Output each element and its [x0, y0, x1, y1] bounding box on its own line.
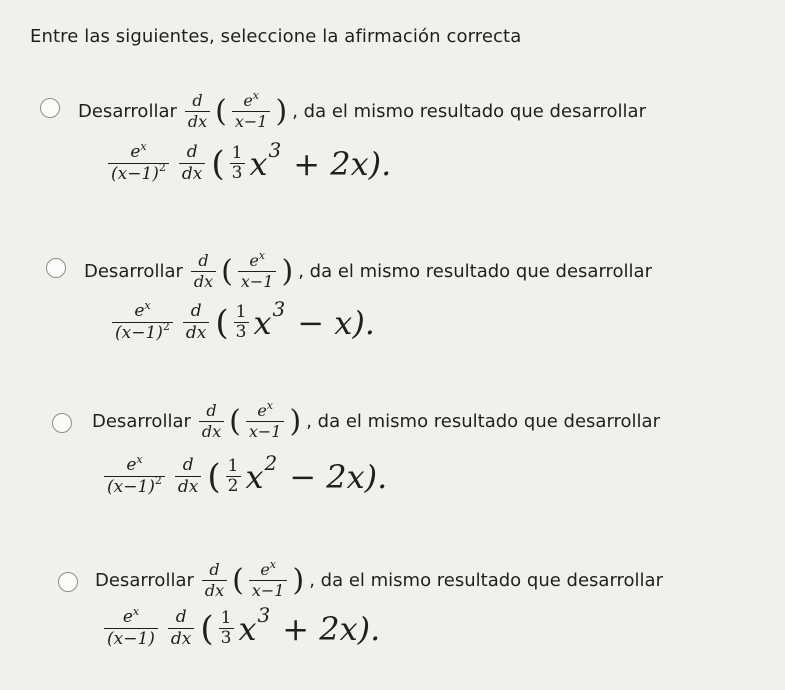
dx-symbol: dx [202, 580, 227, 600]
derivative-operator [185, 92, 210, 131]
lead-text: Desarrollar [92, 410, 191, 432]
poly-power: 3 [272, 296, 286, 321]
factor-exp-base: e [134, 301, 145, 321]
d-symbol-2: d [175, 607, 187, 627]
polynomial-expression [213, 296, 375, 343]
right-paren: ) [292, 562, 305, 598]
option-expression [100, 450, 388, 497]
factor-exp-power: x [132, 605, 140, 618]
left-paren: ( [232, 562, 244, 598]
poly-tail: − 2x). [289, 457, 388, 496]
factor-denominator: (x−1) [107, 628, 155, 649]
factor-denominator: (x−1) [111, 163, 159, 184]
derivative-operator-2 [175, 456, 201, 497]
option-expression [100, 602, 381, 649]
coef-numerator: 1 [235, 301, 247, 322]
factor-exp-power: x [136, 453, 143, 466]
dx-symbol: dx [199, 421, 224, 441]
radio-button[interactable] [52, 413, 72, 433]
dx-symbol-2: dx [175, 476, 201, 498]
option-expression [108, 296, 375, 343]
factor-exp-base: e [126, 455, 137, 475]
poly-tail: + 2x). [293, 144, 392, 183]
poly-tail: + 2x). [282, 609, 381, 648]
coef-numerator: 1 [231, 142, 243, 163]
factor-fraction [112, 299, 173, 343]
lead-text: Desarrollar [95, 569, 194, 591]
option-statement [84, 249, 652, 291]
coef-denominator: 2 [227, 475, 239, 496]
left-paren: ( [229, 403, 241, 439]
coef-denominator: 3 [235, 321, 247, 342]
exp-power: x [269, 558, 277, 571]
left-paren: ( [215, 93, 227, 129]
d-symbol: d [198, 251, 209, 270]
exp-base: e [257, 401, 267, 420]
exp-base: e [249, 251, 259, 270]
option-statement [78, 89, 646, 131]
factor-denominator: (x−1) [115, 322, 163, 343]
dx-symbol: dx [185, 111, 210, 131]
derivative-operator-2 [183, 302, 209, 343]
exp-power: x [266, 399, 274, 412]
factor-denominator-power: 2 [162, 319, 170, 333]
factor-fraction [104, 453, 165, 497]
poly-variable: x [249, 144, 268, 183]
right-paren: ) [275, 93, 288, 129]
trail-text: , da el mismo resultado que desarrollar [306, 410, 660, 432]
derivative-operator-2 [179, 143, 205, 184]
coef-numerator: 1 [227, 455, 239, 476]
poly-power: 3 [257, 602, 271, 627]
option-statement [95, 558, 663, 600]
option-statement [92, 399, 660, 441]
polynomial-expression [198, 602, 381, 649]
factor-exp-power: x [144, 299, 151, 312]
d-symbol: d [192, 91, 203, 110]
function-fraction [232, 89, 271, 131]
function-denominator: x−1 [249, 580, 288, 600]
function-denominator: x−1 [238, 271, 277, 291]
poly-variable: x [238, 609, 257, 648]
d-symbol-2: d [190, 301, 202, 321]
function-fraction [246, 399, 285, 441]
derivative-operator [202, 561, 227, 600]
dx-symbol-2: dx [168, 628, 194, 650]
function-denominator: x−1 [246, 421, 285, 441]
right-paren: ) [281, 253, 294, 289]
radio-button[interactable] [58, 572, 78, 592]
exp-base: e [243, 91, 253, 110]
poly-left-paren: ( [211, 143, 225, 184]
function-fraction [249, 558, 288, 600]
factor-denominator-power: 2 [158, 160, 166, 174]
polynomial-expression [209, 137, 392, 184]
d-symbol-2: d [182, 455, 194, 475]
coefficient-fraction [230, 144, 245, 183]
exp-power: x [258, 249, 266, 262]
trail-text: , da el mismo resultado que desarrollar [292, 100, 646, 122]
factor-exp-base: e [122, 607, 133, 627]
d-symbol-2: d [186, 142, 198, 162]
poly-variable: x [253, 303, 272, 342]
exp-power: x [252, 89, 260, 102]
factor-fraction [104, 605, 158, 649]
d-symbol: d [209, 560, 220, 579]
factor-fraction [108, 140, 169, 184]
option-expression [104, 137, 392, 184]
radio-button[interactable] [40, 98, 60, 118]
polynomial-expression [205, 450, 388, 497]
coef-denominator: 3 [220, 627, 232, 648]
poly-tail: − x). [297, 303, 375, 342]
radio-button[interactable] [46, 258, 66, 278]
dx-symbol-2: dx [179, 163, 205, 185]
derivative-operator-2 [168, 608, 194, 649]
derivative-operator [199, 402, 224, 441]
poly-left-paren: ( [207, 456, 221, 497]
dx-symbol: dx [191, 271, 216, 291]
factor-denominator-power: 2 [154, 473, 162, 487]
coefficient-fraction [234, 303, 249, 342]
dx-symbol-2: dx [183, 322, 209, 344]
d-symbol: d [206, 401, 217, 420]
coefficient-fraction [226, 457, 241, 496]
coef-denominator: 3 [231, 162, 243, 183]
lead-text: Desarrollar [84, 260, 183, 282]
poly-left-paren: ( [200, 608, 214, 649]
factor-denominator: (x−1) [107, 476, 155, 497]
exp-base: e [260, 560, 270, 579]
function-fraction [238, 249, 277, 291]
function-denominator: x−1 [232, 111, 271, 131]
poly-left-paren: ( [215, 302, 229, 343]
lead-text: Desarrollar [78, 100, 177, 122]
right-paren: ) [289, 403, 302, 439]
poly-power: 3 [268, 137, 282, 162]
trail-text: , da el mismo resultado que desarrollar [309, 569, 663, 591]
factor-exp-power: x [140, 140, 147, 153]
poly-power: 2 [264, 450, 278, 475]
derivative-operator [191, 252, 216, 291]
poly-variable: x [245, 457, 264, 496]
question-prompt: Entre las siguientes, seleccione la afirmación correcta [30, 26, 522, 47]
factor-exp-base: e [130, 142, 141, 162]
coef-numerator: 1 [220, 607, 232, 628]
left-paren: ( [221, 253, 233, 289]
coefficient-fraction [219, 609, 234, 648]
trail-text: , da el mismo resultado que desarrollar [298, 260, 652, 282]
